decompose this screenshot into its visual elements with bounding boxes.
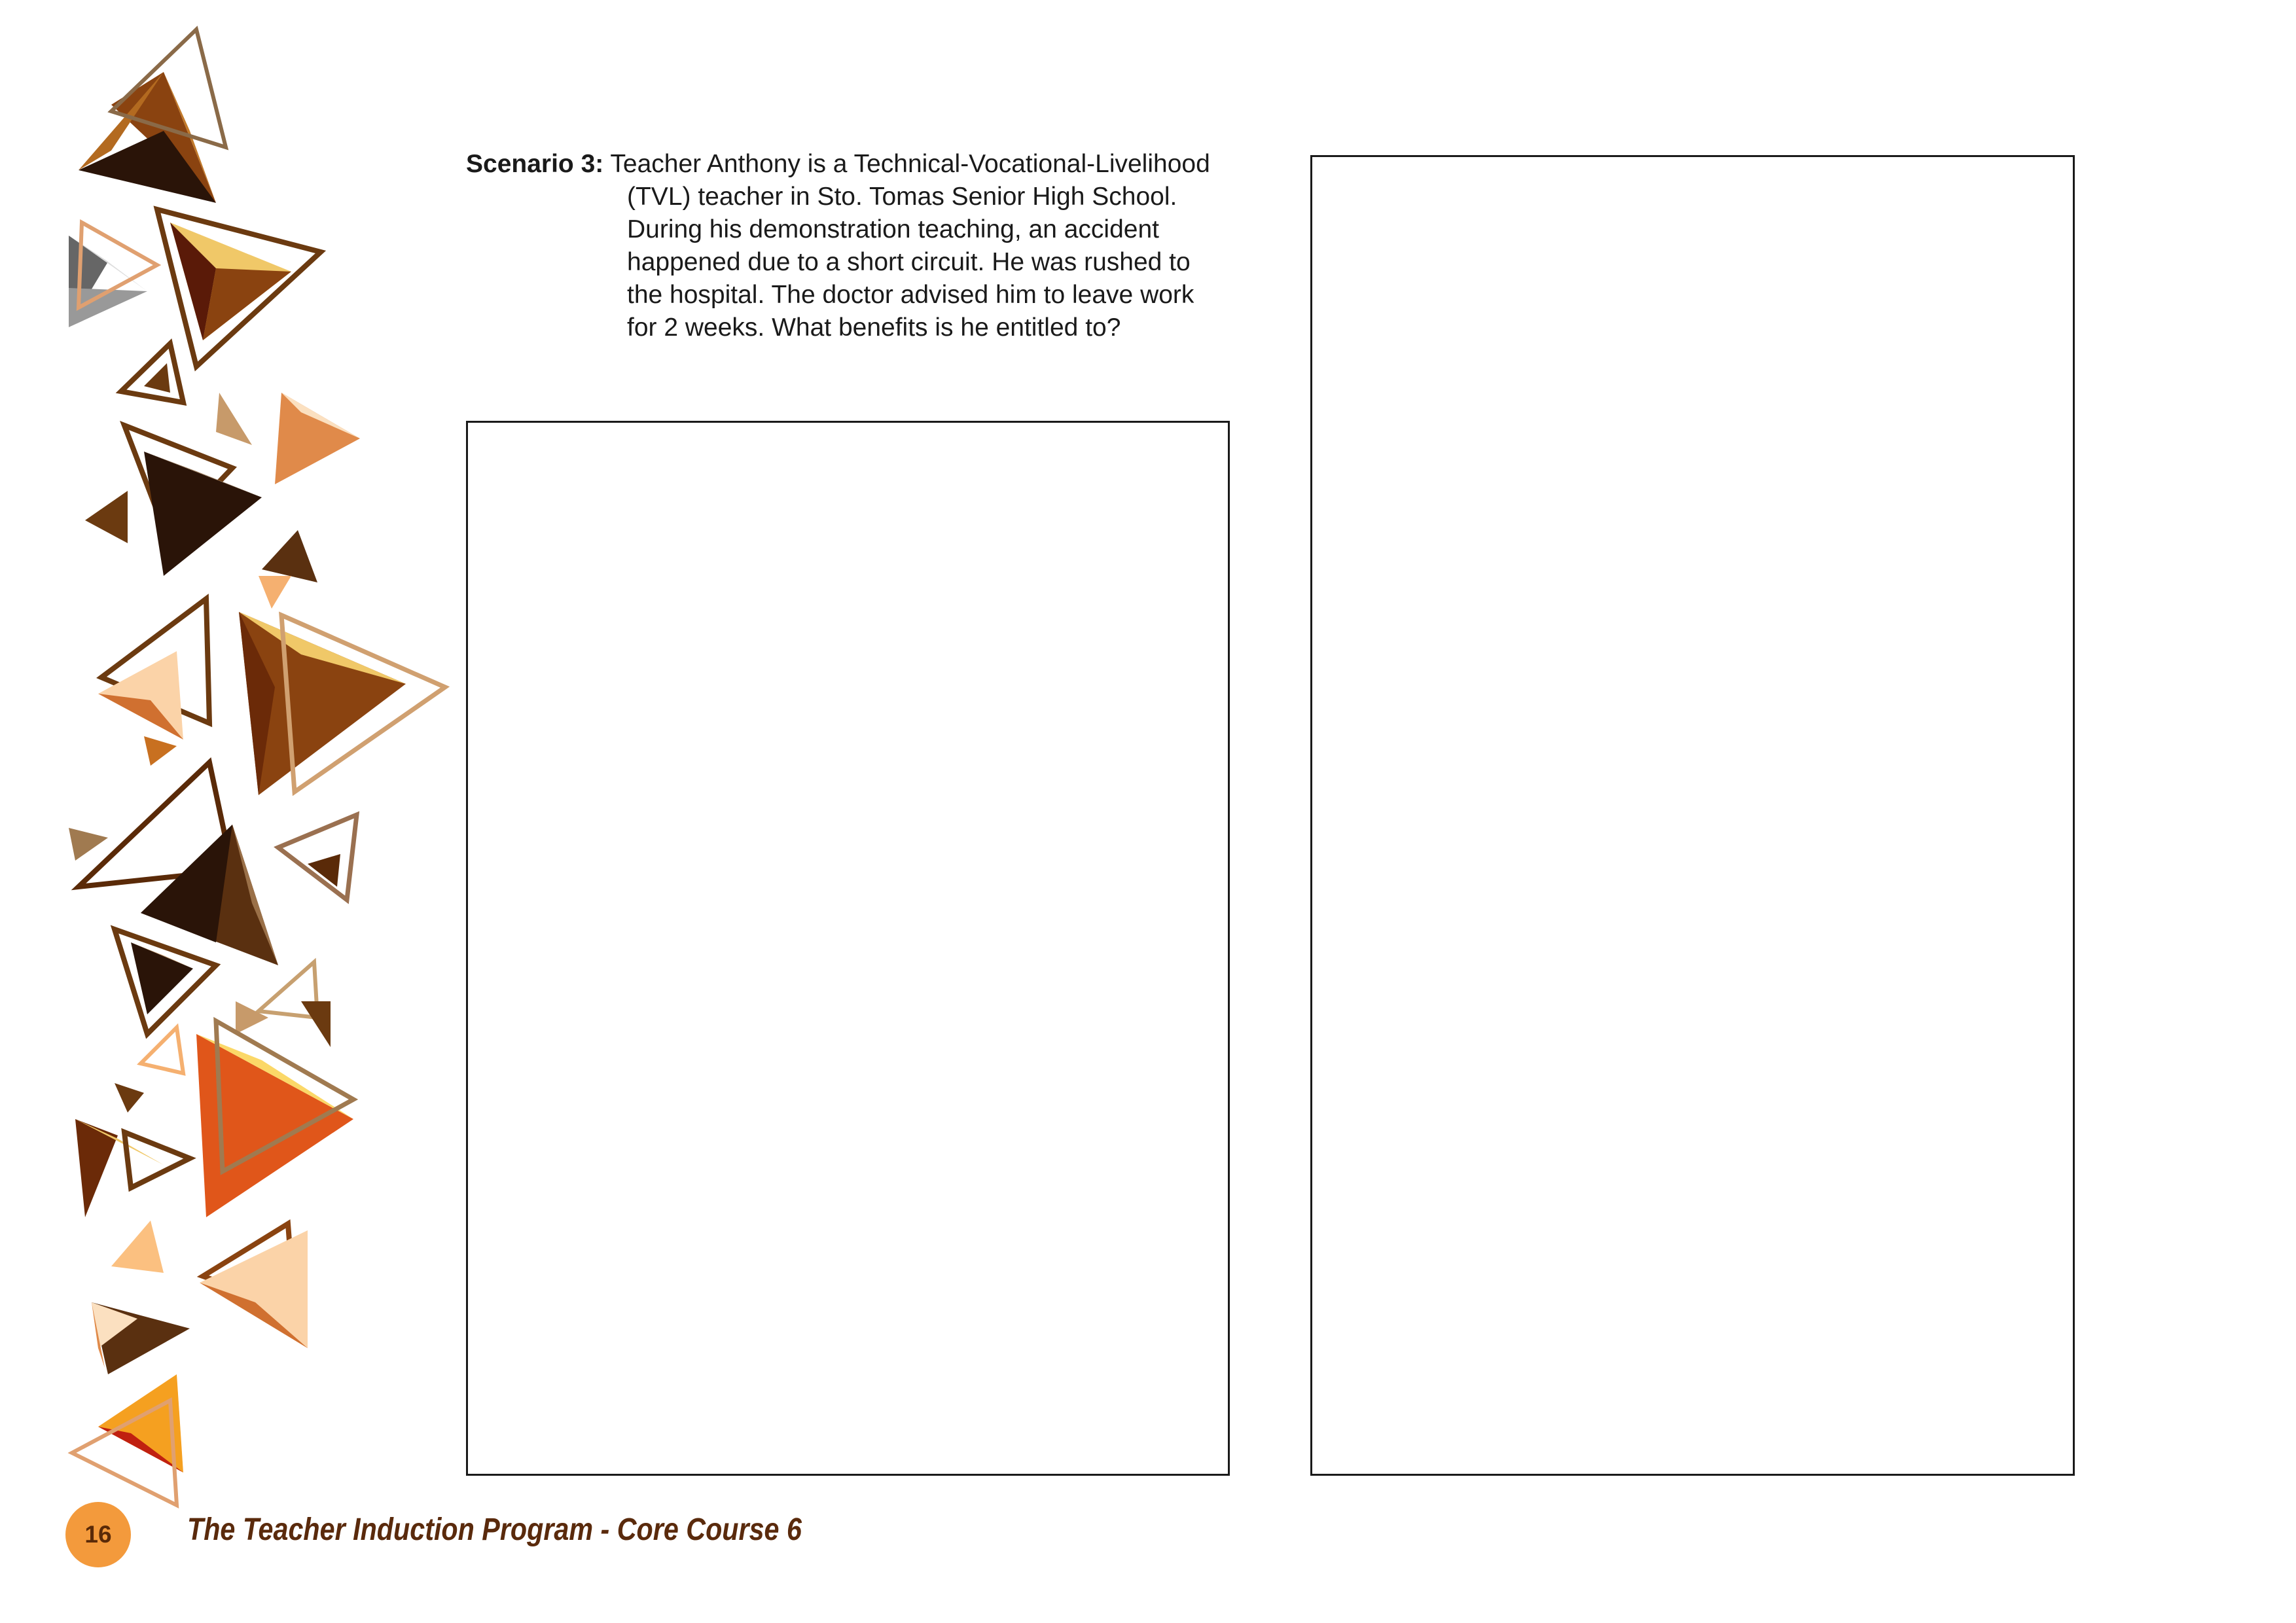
- answer-box-right[interactable]: [1310, 155, 2075, 1476]
- scenario-line: for 2 weeks. What benefits is he entitled to?: [627, 313, 1121, 342]
- decorative-triangles: [0, 0, 471, 1623]
- page-number: 16: [84, 1521, 112, 1548]
- scenario-line: happened due to a short circuit. He was rushed to: [627, 248, 1191, 276]
- scenario-line: (TVL) teacher in Sto. Tomas Senior High School.: [627, 183, 1177, 211]
- page-number-badge: [65, 1502, 131, 1567]
- footer-title: The Teacher Induction Program - Core Course 6: [187, 1512, 802, 1547]
- scenario-text: [466, 148, 1251, 344]
- scenario-line: Teacher Anthony is a Technical-Vocational-Livelihood: [610, 150, 1210, 178]
- scenario-line: During his demonstration teaching, an accident: [627, 215, 1159, 243]
- scenario-label: Scenario 3:: [466, 150, 604, 178]
- answer-box-left[interactable]: [466, 421, 1230, 1476]
- scenario-line: the hospital. The doctor advised him to leave work: [627, 281, 1194, 309]
